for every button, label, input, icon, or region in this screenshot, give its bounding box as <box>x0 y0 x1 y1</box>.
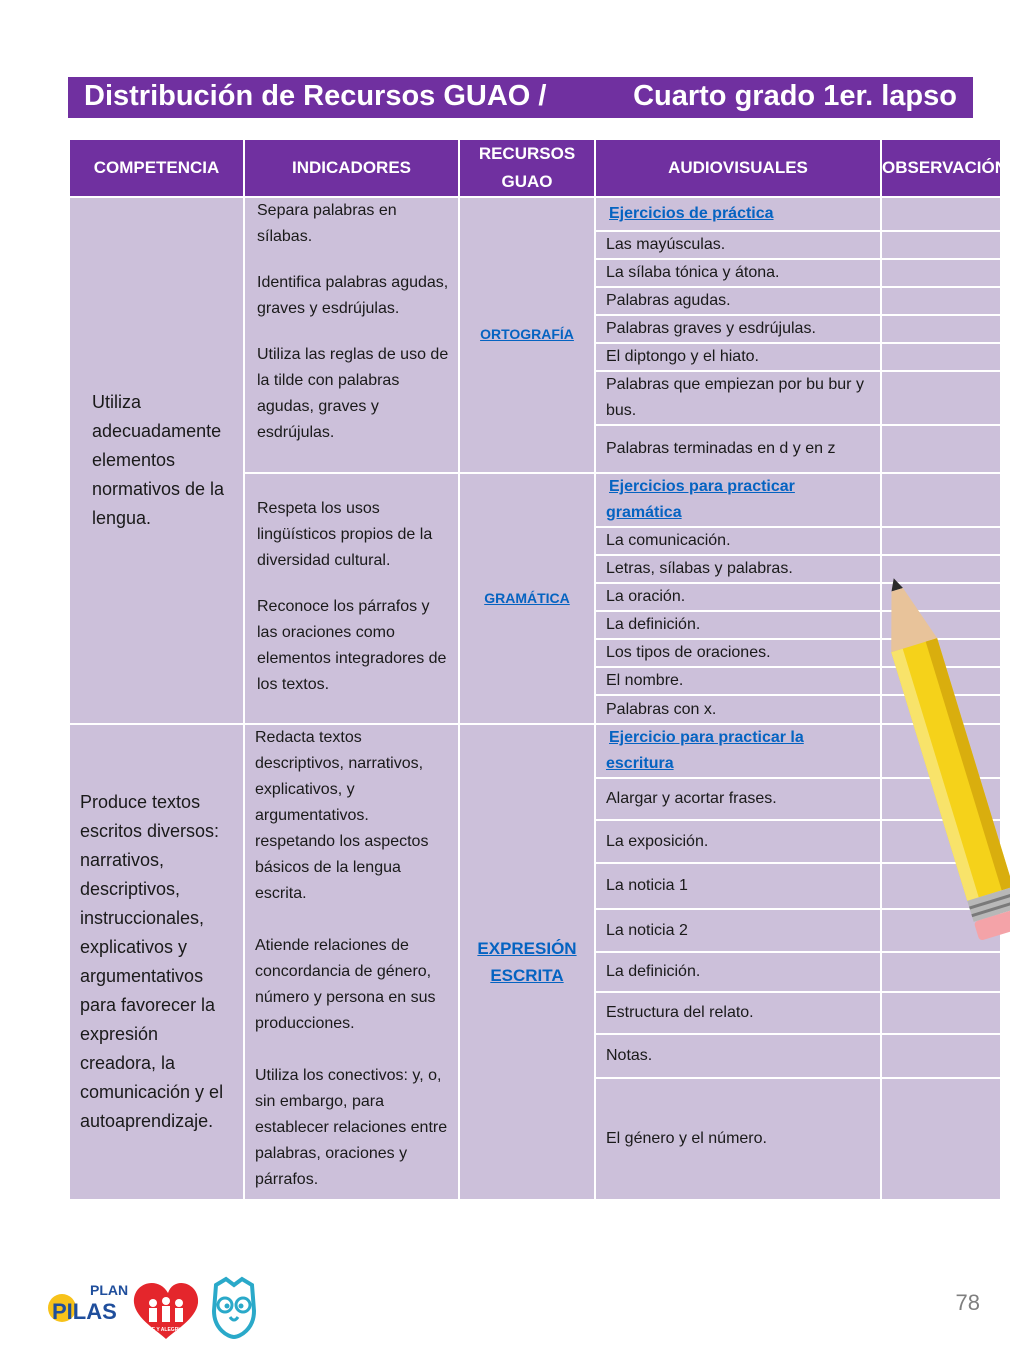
audiovisual-item: La noticia 2 <box>596 910 880 951</box>
expresion-escrita-link[interactable]: EXPRESIÓN ESCRITA <box>477 939 577 985</box>
audiovisual-item: El diptongo y el hiato. <box>596 344 880 370</box>
audiovisual-item: Palabras con x. <box>596 696 880 723</box>
header-competencia: COMPETENCIA <box>70 140 243 196</box>
competencia-cell-2: Produce textos escritos diversos: narrativos, descriptivos, instruccionales, explicativos y argumentativos para favorecer la expresión creadora, la comunicación y el autoaprendizaje. <box>70 725 243 1199</box>
observacion-cell <box>882 1079 1000 1199</box>
audiovisual-item: La definición. <box>596 953 880 991</box>
observacion-cell <box>882 1035 1000 1077</box>
audiovisual-item: Notas. <box>596 1035 880 1077</box>
footer-logos <box>40 1275 290 1345</box>
indicadores-cell-expresion <box>245 725 458 1199</box>
audiovisual-item: Palabras agudas. <box>596 288 880 314</box>
audiovisual-link-cell <box>596 725 880 777</box>
recurso-cell-expresion <box>460 725 594 1199</box>
indicador-text: Respeta los usos lingüísticos propios de la diversidad cultural. <box>257 500 433 569</box>
resources-table <box>68 138 1008 1201</box>
header-audiovisuales: AUDIOVISUALES <box>596 140 880 196</box>
page-title: Distribución de Recursos GUAO / <box>84 80 547 112</box>
indicador-text: Reconoce los párrafos y las oraciones como elementos integradores de los textos. <box>257 598 447 693</box>
indicador-text: Identifica palabras agudas, graves y esdrújulas. <box>257 274 449 317</box>
audiovisual-item: La sílaba tónica y átona. <box>596 260 880 286</box>
observacion-cell <box>882 232 1000 258</box>
indicador-text: Utiliza los conectivos: y, o, sin embargo, para establecer relaciones entre palabras, oraciones y párrafos. <box>255 1067 448 1188</box>
gramatica-link[interactable]: GRAMÁTICA <box>484 589 570 606</box>
pencil-icon <box>870 570 1010 960</box>
audiovisual-item: Letras, sílabas y palabras. <box>596 556 880 582</box>
audiovisual-item: Las mayúsculas. <box>596 232 880 258</box>
audiovisual-item: Palabras graves y esdrújulas. <box>596 316 880 342</box>
svg-text:PLAN: PLAN <box>90 1282 129 1298</box>
audiovisual-item: La comunicación. <box>596 528 880 554</box>
observacion-cell <box>882 198 1000 230</box>
audiovisual-item: Alargar y acortar frases. <box>596 779 880 819</box>
ortografia-link[interactable]: ORTOGRAFÍA <box>480 326 574 342</box>
observacion-cell <box>882 993 1000 1033</box>
title-bar <box>68 77 973 118</box>
indicador-text: Separa palabras en sílabas. <box>257 202 397 245</box>
ejercicios-practica-link[interactable]: Ejercicios de práctica <box>609 205 774 222</box>
audiovisual-item: El género y el número. <box>596 1079 880 1199</box>
audiovisual-link-cell <box>596 474 880 526</box>
header-indicadores: INDICADORES <box>245 140 458 196</box>
plan-pilas-logo <box>40 1275 290 1345</box>
indicador-text: Redacta textos descriptivos, narrativos, explicativos, y argumentativos. respetando los aspectos básicos de la lengua escrita. <box>255 729 429 902</box>
observacion-cell <box>882 344 1000 370</box>
svg-text:FE Y ALEGRIA: FE Y ALEGRIA <box>148 1327 184 1333</box>
audiovisual-item: El nombre. <box>596 668 880 694</box>
svg-text:PILAS: PILAS <box>52 1299 117 1324</box>
recurso-cell-ortografia <box>460 198 594 472</box>
ejercicios-gramatica-link[interactable]: Ejercicios para practicar gramática <box>606 478 795 521</box>
competencia-cell-1: Utiliza adecuadamente elementos normativos de la lengua. <box>70 198 243 723</box>
audiovisual-item: Palabras terminadas en d y en z <box>596 426 880 472</box>
observacion-cell <box>882 474 1000 526</box>
observacion-cell <box>882 528 1000 554</box>
audiovisual-item: La oración. <box>596 584 880 610</box>
recurso-cell-gramatica <box>460 474 594 723</box>
audiovisual-item: Los tipos de oraciones. <box>596 640 880 666</box>
observacion-cell <box>882 426 1000 472</box>
header-recursos: RECURSOS GUAO <box>460 140 594 196</box>
audiovisual-item: Palabras que empiezan por bu bur y bus. <box>596 372 880 424</box>
indicadores-cell-ortografia <box>245 198 458 472</box>
audiovisual-link-cell <box>596 198 880 230</box>
header-observacion: OBSERVACIÓN <box>882 140 1000 196</box>
observacion-cell <box>882 288 1000 314</box>
audiovisual-item: La definición. <box>596 612 880 638</box>
indicador-text: Utiliza las reglas de uso de la tilde con palabras agudas, graves y esdrújulas. <box>257 346 449 441</box>
audiovisual-item: La exposición. <box>596 821 880 862</box>
page-number: 78 <box>955 1290 980 1315</box>
ejercicio-escritura-link[interactable]: Ejercicio para practicar la escritura <box>606 729 804 772</box>
owl-logo <box>214 1279 254 1337</box>
audiovisual-item: Estructura del relato. <box>596 993 880 1033</box>
indicadores-cell-gramatica <box>245 474 458 723</box>
observacion-cell <box>882 316 1000 342</box>
indicador-text: Atiende relaciones de concordancia de género, número y persona en sus producciones. <box>255 937 436 1032</box>
audiovisual-item: La noticia 1 <box>596 864 880 908</box>
observacion-cell <box>882 260 1000 286</box>
observacion-cell <box>882 372 1000 424</box>
page-subtitle: Cuarto grado 1er. lapso <box>633 80 957 112</box>
